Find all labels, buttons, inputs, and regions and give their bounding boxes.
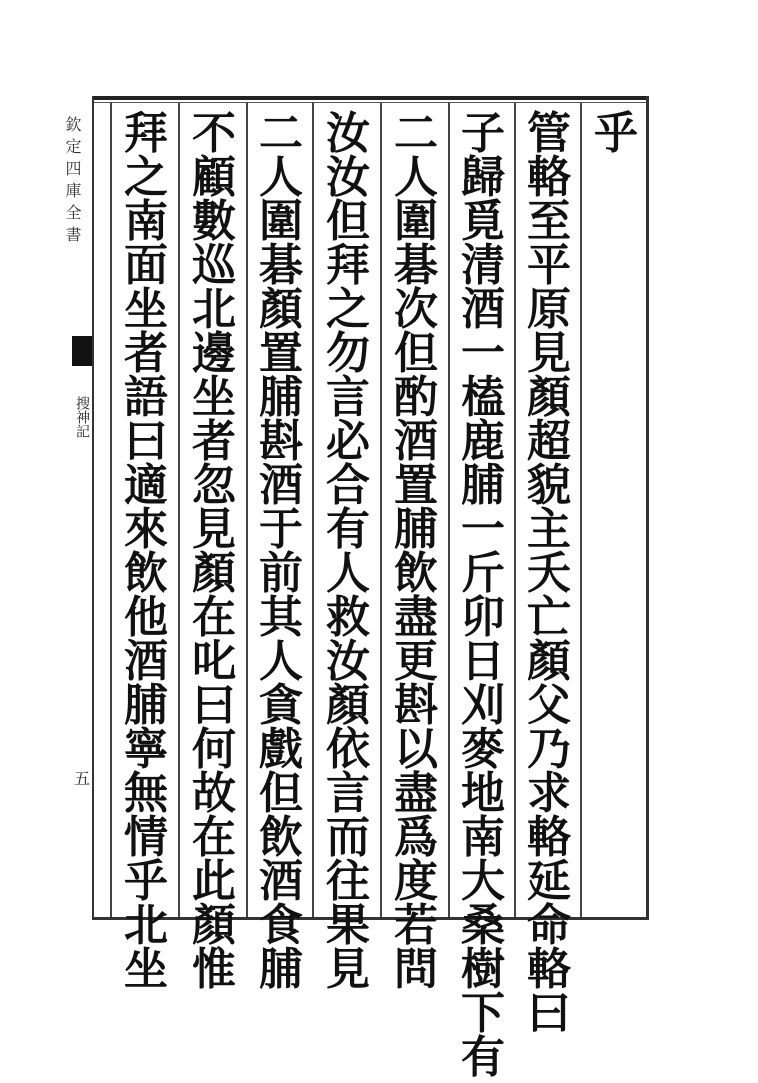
column-character: 覓	[461, 196, 505, 247]
column-character: 飲	[259, 812, 303, 863]
column-character: 見	[192, 504, 236, 555]
column-character: 父	[527, 680, 571, 731]
column-character: 酌	[394, 372, 438, 423]
column-character: 輅	[527, 944, 571, 995]
column-character: 酒	[461, 284, 505, 335]
column-character: 爲	[394, 812, 438, 863]
column-character: 在	[192, 812, 236, 863]
column-character: 下	[461, 988, 505, 1039]
margin-strip	[63, 96, 92, 920]
column-character: 脯	[394, 504, 438, 555]
column-character: 人	[259, 152, 303, 203]
column-character: 見	[527, 328, 571, 379]
column-character: 他	[124, 592, 168, 643]
column-character: 脯	[259, 372, 303, 423]
column-character: 救	[326, 592, 370, 643]
column-character: 拜	[124, 108, 168, 159]
column-character: 碁	[394, 240, 438, 291]
column-character: 碁	[259, 240, 303, 291]
column-character: 夭	[527, 548, 571, 599]
column-character: 刈	[461, 680, 505, 731]
column-character: 其	[259, 592, 303, 643]
column-character: 歸	[461, 152, 505, 203]
column-character: 以	[394, 724, 438, 775]
fishtail-mark	[72, 336, 92, 366]
column-character: 汝	[326, 108, 370, 159]
column-character: 果	[326, 900, 370, 951]
column-character: 人	[326, 548, 370, 599]
column-character: 斟	[259, 416, 303, 467]
column-character: 飲	[394, 548, 438, 599]
text-column	[384, 108, 448, 995]
column-character: 顏	[326, 680, 370, 731]
column-character: 酒	[124, 636, 168, 687]
column-character: 二	[259, 108, 303, 159]
column-character: 桑	[461, 900, 505, 951]
column-character: 言	[326, 372, 370, 423]
column-character: 顏	[192, 548, 236, 599]
column-character: 無	[124, 768, 168, 819]
column-character: 在	[192, 592, 236, 643]
column-character: 主	[527, 504, 571, 555]
column-character: 人	[394, 152, 438, 203]
column-character: 盡	[394, 768, 438, 819]
text-column	[114, 108, 178, 995]
column-character: 求	[527, 768, 571, 819]
column-character: 超	[527, 416, 571, 467]
column-character: 顏	[527, 372, 571, 423]
column-character: 不	[192, 108, 236, 159]
column-character: 情	[124, 812, 168, 863]
column-character: 酒	[259, 460, 303, 511]
column-character: 北	[124, 900, 168, 951]
column-character: 圍	[259, 196, 303, 247]
column-character: 戲	[259, 724, 303, 775]
column-character: 輅	[527, 152, 571, 203]
column-character: 合	[326, 460, 370, 511]
column-character: 置	[259, 328, 303, 379]
column-character: 南	[461, 812, 505, 863]
column-character: 面	[124, 240, 168, 291]
column-rule	[448, 103, 450, 917]
column-character: 榼	[461, 372, 505, 423]
column-character: 有	[461, 1032, 505, 1083]
column-character: 有	[326, 504, 370, 555]
column-rule	[246, 103, 248, 917]
column-character: 曰	[192, 680, 236, 731]
column-character: 坐	[192, 372, 236, 423]
column-character: 汝	[326, 636, 370, 687]
column-character: 斤	[461, 548, 505, 599]
column-character: 度	[394, 856, 438, 907]
column-character: 依	[326, 724, 370, 775]
column-character: 寧	[124, 724, 168, 775]
column-character: 忽	[192, 460, 236, 511]
column-character: 斟	[394, 680, 438, 731]
book-title: 欽定四庫全書	[63, 116, 82, 248]
column-character: 勿	[326, 328, 370, 379]
column-character: 一	[461, 504, 505, 555]
column-character: 地	[461, 768, 505, 819]
page-number: 五	[73, 769, 90, 788]
column-character: 乃	[527, 724, 571, 775]
column-character: 邊	[192, 328, 236, 379]
column-character: 語	[124, 372, 168, 423]
column-character: 前	[259, 548, 303, 599]
column-character: 必	[326, 416, 370, 467]
column-character: 樹	[461, 944, 505, 995]
column-character: 清	[461, 240, 505, 291]
column-character: 平	[527, 240, 571, 291]
column-character: 飲	[124, 548, 168, 599]
column-character: 亡	[527, 592, 571, 643]
column-character: 輅	[527, 812, 571, 863]
column-character: 鹿	[461, 416, 505, 467]
column-character: 顧	[192, 152, 236, 203]
column-character: 言	[326, 768, 370, 819]
column-character: 顏	[259, 284, 303, 335]
frame-top-border	[92, 96, 648, 100]
column-character: 故	[192, 768, 236, 819]
column-character: 圍	[394, 196, 438, 247]
column-character: 食	[259, 900, 303, 951]
column-character: 至	[527, 196, 571, 247]
column-character: 乎	[594, 108, 638, 159]
column-character: 南	[124, 196, 168, 247]
column-character: 來	[124, 504, 168, 555]
column-character: 子	[461, 108, 505, 159]
column-character: 次	[394, 284, 438, 335]
column-character: 二	[394, 108, 438, 159]
column-character: 之	[124, 152, 168, 203]
column-character: 于	[259, 504, 303, 555]
column-rule	[110, 103, 112, 917]
column-character: 惟	[192, 944, 236, 995]
column-character: 數	[192, 196, 236, 247]
column-character: 汝	[326, 152, 370, 203]
text-column	[182, 108, 246, 995]
text-column	[584, 108, 648, 912]
column-character: 酒	[259, 856, 303, 907]
column-character: 但	[326, 196, 370, 247]
column-character: 坐	[124, 944, 168, 995]
column-character: 顏	[527, 636, 571, 687]
text-column	[316, 108, 380, 995]
column-character: 曰	[527, 988, 571, 1039]
column-character: 貪	[259, 680, 303, 731]
column-character: 大	[461, 856, 505, 907]
column-character: 命	[527, 900, 571, 951]
column-character: 卯	[461, 592, 505, 643]
column-character: 坐	[124, 284, 168, 335]
column-character: 北	[192, 284, 236, 335]
column-character: 更	[394, 636, 438, 687]
column-character: 問	[394, 944, 438, 995]
column-character: 原	[527, 284, 571, 335]
column-character: 顏	[192, 900, 236, 951]
column-character: 者	[124, 328, 168, 379]
column-character: 管	[527, 108, 571, 159]
column-character: 何	[192, 724, 236, 775]
column-character: 酒	[394, 416, 438, 467]
column-character: 此	[192, 856, 236, 907]
column-character: 之	[326, 284, 370, 335]
column-rule	[380, 103, 382, 917]
column-character: 若	[394, 900, 438, 951]
chapter-title: 搜神記	[74, 396, 90, 438]
column-character: 曰	[124, 416, 168, 467]
column-character: 一	[461, 328, 505, 379]
column-character: 延	[527, 856, 571, 907]
column-character: 而	[326, 812, 370, 863]
text-column	[249, 108, 313, 995]
column-character: 巡	[192, 240, 236, 291]
frame-left-border	[92, 96, 94, 920]
column-character: 置	[394, 460, 438, 511]
column-character: 脯	[461, 460, 505, 511]
column-character: 人	[259, 636, 303, 687]
column-character: 往	[326, 856, 370, 907]
column-rule	[178, 103, 180, 917]
column-character: 脯	[124, 680, 168, 731]
column-character: 日	[461, 636, 505, 687]
column-character: 乎	[124, 856, 168, 907]
column-character: 者	[192, 416, 236, 467]
column-character: 拜	[326, 240, 370, 291]
text-column	[451, 108, 515, 1083]
frame-top-inner-border	[92, 102, 648, 103]
column-character: 盡	[394, 592, 438, 643]
column-character: 但	[394, 328, 438, 379]
column-character: 但	[259, 768, 303, 819]
column-character: 貌	[527, 460, 571, 511]
column-character: 見	[326, 944, 370, 995]
column-character: 適	[124, 460, 168, 511]
column-character: 脯	[259, 944, 303, 995]
column-character: 麥	[461, 724, 505, 775]
column-character: 叱	[192, 636, 236, 687]
text-column	[517, 108, 581, 1039]
